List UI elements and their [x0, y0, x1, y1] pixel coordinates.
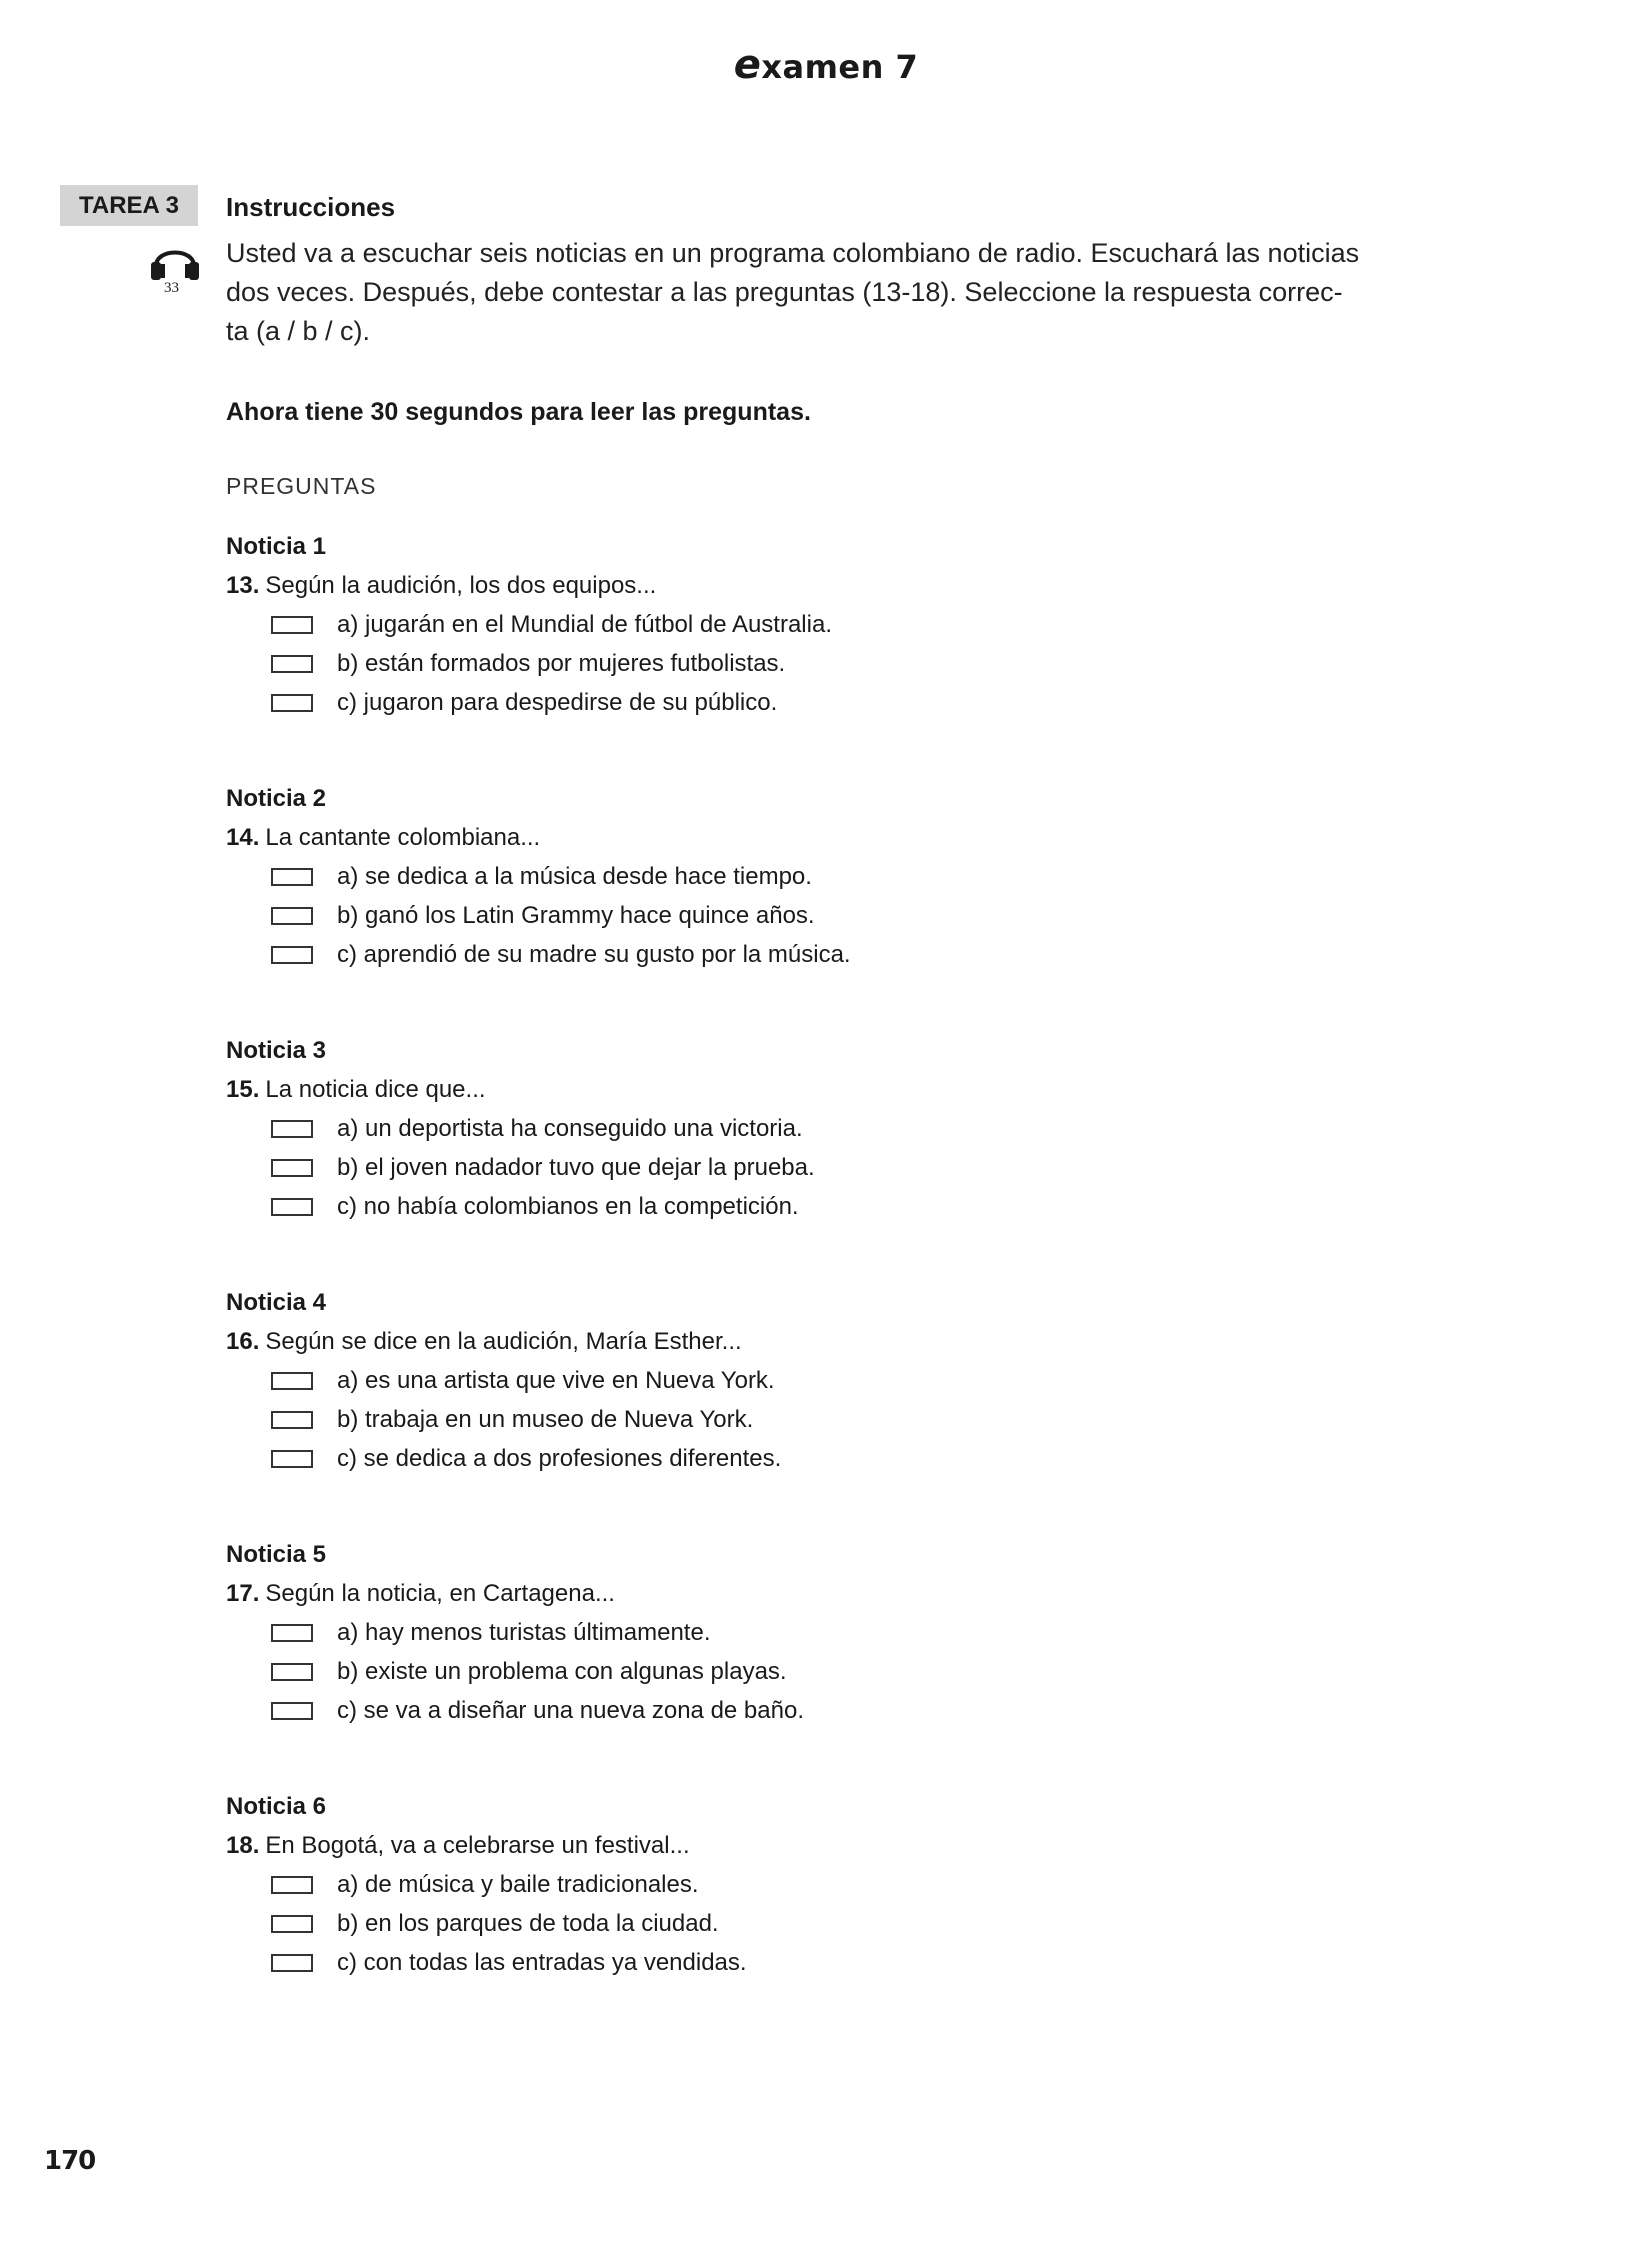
noticia-block: [226, 779, 1486, 974]
question-text: Según la noticia, en Cartagena...: [265, 1580, 615, 1607]
noticia-block: [226, 527, 1486, 722]
answer-text: c) se dedica a dos profesiones diferentes.: [337, 1444, 782, 1472]
answer-option: [271, 1691, 1486, 1730]
answer-text: b) en los parques de toda la ciudad.: [337, 1909, 719, 1937]
question-text: La noticia dice que...: [265, 1076, 486, 1103]
noticia-block: [226, 1787, 1486, 1982]
answer-text: c) se va a diseñar una nueva zona de baño.: [337, 1696, 804, 1724]
question-number: 15.: [226, 1076, 260, 1103]
headphones-icon: [148, 236, 202, 284]
answer-checkbox[interactable]: [271, 1450, 313, 1468]
answer-option: [271, 1904, 1486, 1943]
page-number: 170: [44, 2146, 96, 2176]
noticia-block: [226, 1031, 1486, 1226]
answer-text: a) de música y baile tradicionales.: [337, 1870, 699, 1898]
answer-checkbox[interactable]: [271, 1198, 313, 1216]
answer-option: [271, 896, 1486, 935]
answer-text: c) con todas las entradas ya vendidas.: [337, 1948, 747, 1976]
noticia-title: Noticia 4: [226, 1289, 327, 1316]
answer-option: [271, 1361, 1486, 1400]
answer-text: a) un deportista ha conseguido una victoria.: [337, 1114, 803, 1142]
question: [226, 818, 1486, 857]
question: [226, 1574, 1486, 1613]
answer-text: a) es una artista que vive en Nueva York.: [337, 1366, 775, 1394]
answer-checkbox[interactable]: [271, 1624, 313, 1642]
answer-checkbox[interactable]: [271, 946, 313, 964]
question-text: Según se dice en la audición, María Esther...: [265, 1328, 742, 1355]
answer-text: c) no había colombianos en la competición.: [337, 1192, 799, 1220]
answer-text: b) trabaja en un museo de Nueva York.: [337, 1405, 754, 1433]
answer-option: [271, 1187, 1486, 1226]
answer-text: a) hay menos turistas últimamente.: [337, 1618, 711, 1646]
instructions-title: Instrucciones: [226, 192, 396, 222]
answer-checkbox[interactable]: [271, 655, 313, 673]
answer-text: c) jugaron para despedirse de su público.: [337, 688, 778, 716]
answer-text: a) se dedica a la música desde hace tiempo.: [337, 862, 812, 890]
answer-checkbox[interactable]: [271, 868, 313, 886]
preguntas-heading: PREGUNTAS: [226, 473, 377, 499]
answer-text: b) el joven nadador tuvo que dejar la prueba.: [337, 1153, 815, 1181]
noticia-title: Noticia 6: [226, 1793, 327, 1820]
answer-option: [271, 935, 1486, 974]
tarea-label: TAREA 3: [60, 185, 198, 226]
answer-option: [271, 857, 1486, 896]
main-content: [226, 190, 1486, 1982]
answer-checkbox[interactable]: [271, 1411, 313, 1429]
page-title: [0, 42, 1652, 88]
answer-checkbox[interactable]: [271, 616, 313, 634]
noticia-title: Noticia 2: [226, 785, 327, 812]
question: [226, 1322, 1486, 1361]
answer-text: a) jugarán en el Mundial de fútbol de Australia.: [337, 610, 832, 638]
answer-option: [271, 1613, 1486, 1652]
answer-checkbox[interactable]: [271, 1120, 313, 1138]
noticia-title: Noticia 5: [226, 1541, 327, 1568]
answer-option: [271, 1439, 1486, 1478]
answer-option: [271, 644, 1486, 683]
question-text: La cantante colombiana...: [265, 824, 541, 851]
answer-checkbox[interactable]: [271, 1159, 313, 1177]
question-number: 17.: [226, 1580, 260, 1607]
answer-checkbox[interactable]: [271, 1954, 313, 1972]
audio-track-number: 33: [164, 280, 179, 296]
page-title-initial: e: [733, 42, 762, 88]
answer-checkbox[interactable]: [271, 1915, 313, 1933]
answer-checkbox[interactable]: [271, 1663, 313, 1681]
answer-option: [271, 1400, 1486, 1439]
noticia-title: Noticia 3: [226, 1037, 327, 1064]
instructions-line: Usted va a escuchar seis noticias en un programa colombiano de radio. Escuchará las noticias: [226, 238, 1360, 268]
timer-note: Ahora tiene 30 segundos para leer las preguntas.: [226, 398, 811, 426]
question-number: 16.: [226, 1328, 260, 1355]
question-text: Según la audición, los dos equipos...: [265, 572, 657, 599]
page-title-rest: xamen 7: [761, 48, 919, 86]
question-number: 13.: [226, 572, 260, 599]
answer-option: [271, 1109, 1486, 1148]
answer-checkbox[interactable]: [271, 1876, 313, 1894]
instructions-line: ta (a / b / c).: [226, 316, 371, 346]
answer-option: [271, 1943, 1486, 1982]
answer-checkbox[interactable]: [271, 1702, 313, 1720]
question: [226, 1826, 1486, 1865]
answer-checkbox[interactable]: [271, 694, 313, 712]
answer-text: b) existe un problema con algunas playas.: [337, 1657, 787, 1685]
noticia-title: Noticia 1: [226, 533, 327, 560]
answer-text: c) aprendió de su madre su gusto por la música.: [337, 940, 851, 968]
question: [226, 566, 1486, 605]
question-number: 14.: [226, 824, 260, 851]
answer-option: [271, 605, 1486, 644]
answer-option: [271, 683, 1486, 722]
answer-option: [271, 1652, 1486, 1691]
noticia-block: [226, 1535, 1486, 1730]
noticia-block: [226, 1283, 1486, 1478]
instructions-line: dos veces. Después, debe contestar a las preguntas (13-18). Seleccione la respuesta correc-: [226, 277, 1343, 307]
instructions-text: [226, 234, 1486, 351]
answer-text: b) ganó los Latin Grammy hace quince años.: [337, 901, 815, 929]
question: [226, 1070, 1486, 1109]
answer-checkbox[interactable]: [271, 907, 313, 925]
answer-text: b) están formados por mujeres futbolistas.: [337, 649, 786, 677]
question-text: En Bogotá, va a celebrarse un festival...: [265, 1832, 690, 1859]
answer-option: [271, 1148, 1486, 1187]
answer-checkbox[interactable]: [271, 1372, 313, 1390]
question-number: 18.: [226, 1832, 260, 1859]
answer-option: [271, 1865, 1486, 1904]
